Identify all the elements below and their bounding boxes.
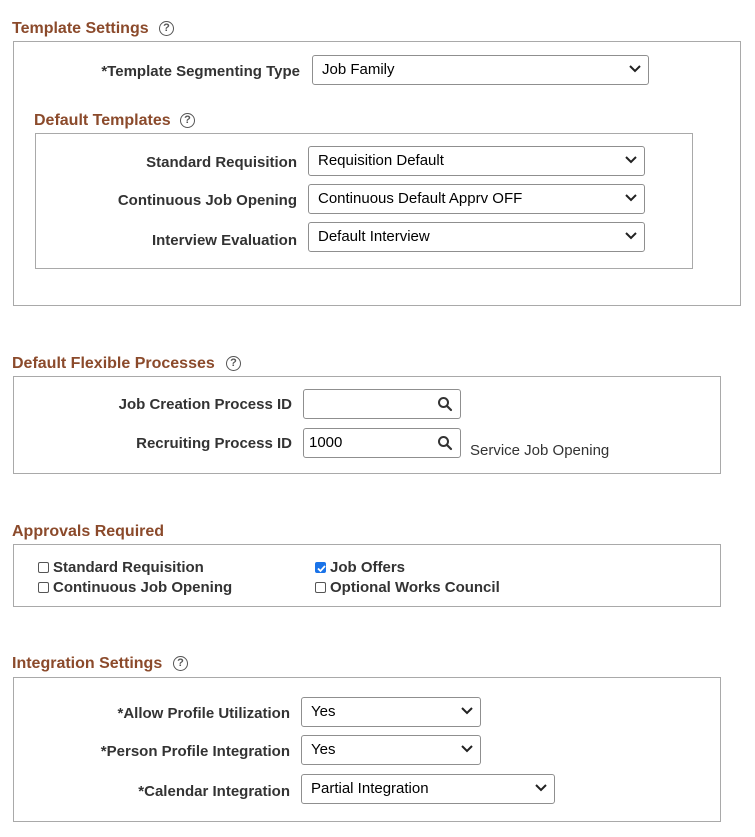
checkbox[interactable] xyxy=(38,582,49,593)
question-circle-icon[interactable]: ? xyxy=(159,21,174,36)
chevron-down-icon xyxy=(625,193,637,203)
checkbox[interactable] xyxy=(315,582,326,593)
calendar-integration-select[interactable] xyxy=(301,774,555,804)
standard-requisition-select[interactable] xyxy=(308,146,645,176)
input-value: 1000 xyxy=(309,434,343,451)
calendar-integration-label: *Calendar Integration xyxy=(138,783,290,800)
section-title: Template Settings xyxy=(12,20,149,37)
segmenting-type-label: *Template Segmenting Type xyxy=(101,63,300,80)
chevron-down-icon xyxy=(625,155,637,165)
question-circle-icon[interactable]: ? xyxy=(180,113,195,128)
select-value: Continuous Default Apprv OFF xyxy=(318,190,523,207)
chevron-down-icon xyxy=(461,744,473,754)
continuous-job-opening-select[interactable] xyxy=(308,184,645,214)
recruiting-process-description: Service Job Opening xyxy=(470,442,610,459)
approval-optional-works-council[interactable] xyxy=(315,578,500,598)
segmenting-type-select[interactable] xyxy=(312,55,649,85)
select-value: Yes xyxy=(311,741,336,758)
section-title: Approvals Required xyxy=(12,523,165,540)
approval-standard-requisition[interactable] xyxy=(38,558,204,578)
checkbox-label: Continuous Job Opening xyxy=(53,579,233,596)
select-value: Yes xyxy=(311,703,336,720)
checkbox[interactable] xyxy=(38,562,49,573)
recruiting-process-label: Recruiting Process ID xyxy=(136,435,292,452)
standard-requisition-label: Standard Requisition xyxy=(146,154,297,171)
chevron-down-icon xyxy=(535,783,547,793)
person-profile-integration-select[interactable] xyxy=(301,735,481,765)
default-templates-header xyxy=(34,111,171,131)
subsection-title: Default Templates xyxy=(34,112,171,129)
continuous-job-opening-label: Continuous Job Opening xyxy=(117,192,297,209)
checkmark-icon xyxy=(316,563,327,574)
person-profile-integration-label: *Person Profile Integration xyxy=(100,743,290,760)
question-circle-icon[interactable]: ? xyxy=(226,356,241,371)
allow-profile-utilization-label: *Allow Profile Utilization xyxy=(117,705,290,722)
interview-evaluation-select[interactable] xyxy=(308,222,645,252)
select-value: Job Family xyxy=(322,61,395,78)
chevron-down-icon xyxy=(461,706,473,716)
search-icon[interactable] xyxy=(437,435,453,451)
checkbox-label: Standard Requisition xyxy=(53,559,204,576)
checkbox-checked[interactable] xyxy=(315,562,326,573)
checkbox-label: Job Offers xyxy=(330,559,406,576)
flexible-processes-header xyxy=(12,354,215,374)
job-creation-process-label: Job Creation Process ID xyxy=(118,396,292,413)
select-value: Requisition Default xyxy=(318,152,444,169)
interview-evaluation-label: Interview Evaluation xyxy=(151,232,297,249)
approval-continuous-job-opening[interactable] xyxy=(38,578,232,598)
search-icon[interactable] xyxy=(437,396,453,412)
select-value: Default Interview xyxy=(318,228,430,245)
approvals-header xyxy=(12,522,164,542)
integration-settings-header xyxy=(12,654,162,674)
approval-job-offers[interactable] xyxy=(315,558,405,578)
job-creation-process-input[interactable] xyxy=(303,389,461,419)
checkbox-label: Optional Works Council xyxy=(330,579,500,596)
chevron-down-icon xyxy=(629,64,641,74)
question-circle-icon[interactable]: ? xyxy=(173,656,188,671)
allow-profile-utilization-select[interactable] xyxy=(301,697,481,727)
select-value: Partial Integration xyxy=(311,780,429,797)
recruiting-process-input[interactable] xyxy=(303,428,461,458)
chevron-down-icon xyxy=(625,231,637,241)
section-title: Default Flexible Processes xyxy=(12,355,215,372)
section-title: Integration Settings xyxy=(12,655,163,672)
template-settings-header xyxy=(12,19,149,39)
